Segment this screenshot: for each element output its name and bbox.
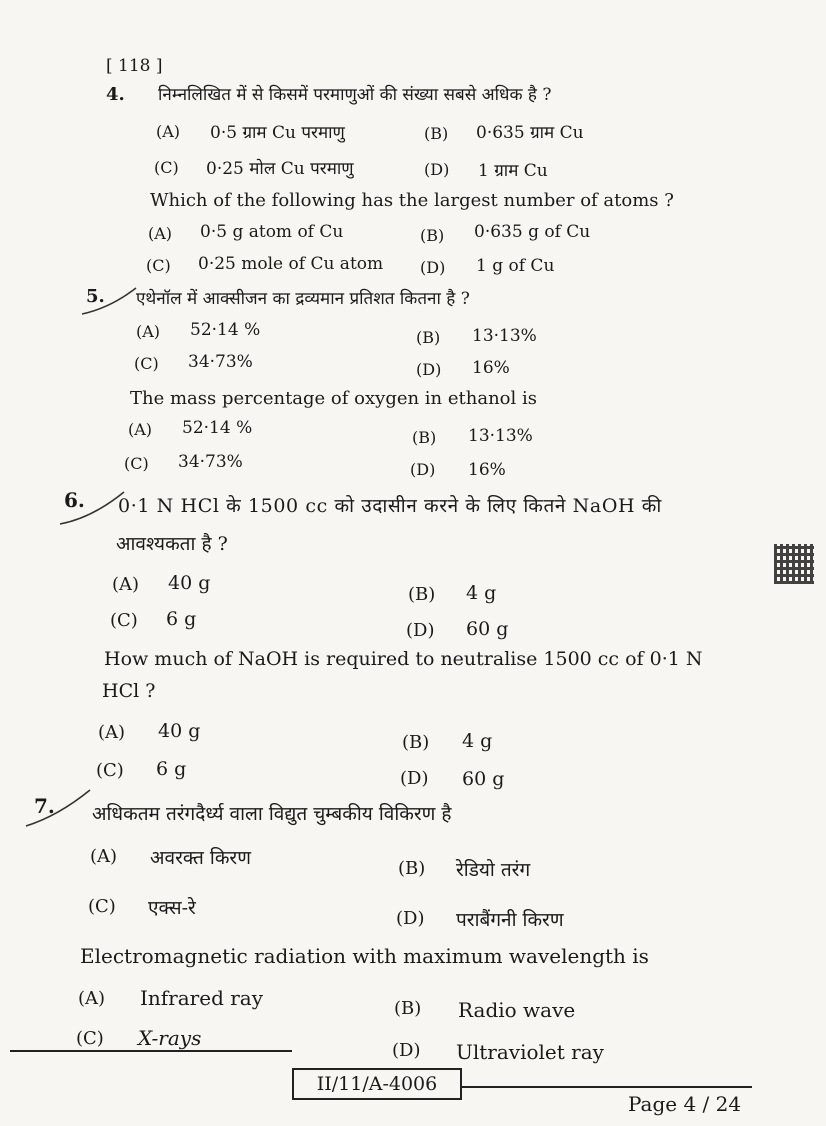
q4-hindi-option-a-letter: (A) bbox=[156, 122, 181, 141]
page-marker: [ 118 ] bbox=[106, 56, 163, 76]
q4-english-option-c-text: 0·25 mole of Cu atom bbox=[198, 254, 384, 274]
q6-hindi-option-c-text: 6 g bbox=[166, 608, 197, 630]
question-5-hindi-text: एथेनॉल में आक्सीजन का द्रव्यमान प्रतिशत कितना है ? bbox=[136, 289, 470, 309]
q7-english-option-c-text: X-rays bbox=[138, 1026, 202, 1050]
q6-hindi-option-c-letter: (C) bbox=[110, 610, 138, 631]
q6-hindi-option-b-letter: (B) bbox=[408, 584, 436, 605]
q4-hindi-option-d-text: 1 ग्राम Cu bbox=[478, 161, 548, 181]
q7-english-option-d-text: Ultraviolet ray bbox=[456, 1040, 604, 1064]
question-7-number: 7. bbox=[34, 794, 55, 818]
page-number: Page 4 / 24 bbox=[628, 1092, 742, 1116]
q7-english-option-a-letter: (A) bbox=[78, 988, 106, 1009]
q4-hindi-option-d-letter: (D) bbox=[424, 160, 450, 179]
q4-english-option-d-letter: (D) bbox=[420, 258, 446, 277]
q7-hindi-option-a-letter: (A) bbox=[90, 846, 118, 867]
q7-hindi-option-a-text: अवरक्त किरण bbox=[150, 847, 251, 869]
q6-english-option-b-letter: (B) bbox=[402, 732, 430, 753]
question-4-hindi-text: निम्नलिखित में से किसमें परमाणुओं की संख्या सबसे अधिक है ? bbox=[158, 85, 552, 105]
paper-code: II/11/A-4006 bbox=[292, 1068, 462, 1100]
q5-english-option-b-text: 13·13% bbox=[468, 426, 533, 446]
q7-hindi-option-c-letter: (C) bbox=[88, 896, 116, 917]
q5-hindi-option-d-letter: (D) bbox=[416, 360, 442, 379]
q7-hindi-option-d-letter: (D) bbox=[396, 908, 425, 929]
q5-english-option-c-text: 34·73% bbox=[178, 452, 243, 472]
q7-tick-mark-icon bbox=[24, 786, 94, 830]
q7-hindi-option-b-text: रेडियो तरंग bbox=[456, 859, 531, 881]
q4-hindi-option-b-letter: (B) bbox=[424, 124, 449, 143]
q5-english-option-b-letter: (B) bbox=[412, 428, 437, 447]
q4-hindi-option-c-text: 0·25 मोल Cu परमाणु bbox=[206, 159, 354, 179]
question-6-hindi-line1: 0·1 N HCl के 1500 cc को उदासीन करने के लिए कितने NaOH की bbox=[118, 495, 662, 517]
question-6-english-line2: HCl ? bbox=[102, 680, 156, 702]
q5-english-option-a-letter: (A) bbox=[128, 420, 153, 439]
question-7-english-text: Electromagnetic radiation with maximum wavelength is bbox=[80, 944, 649, 968]
question-6-hindi-line2: आवश्यकता है ? bbox=[116, 533, 228, 555]
q5-hindi-option-a-letter: (A) bbox=[136, 322, 161, 341]
q4-hindi-option-c-letter: (C) bbox=[154, 158, 179, 177]
q4-english-option-b-text: 0·635 g of Cu bbox=[474, 222, 591, 242]
question-5-english-text: The mass percentage of oxygen in ethanol is bbox=[130, 388, 537, 409]
q6-hindi-option-d-letter: (D) bbox=[406, 620, 435, 641]
q6-english-option-c-text: 6 g bbox=[156, 758, 187, 780]
q7-english-option-b-text: Radio wave bbox=[458, 998, 576, 1022]
q6-english-option-b-text: 4 g bbox=[462, 730, 493, 752]
q5-tick-mark-icon bbox=[80, 284, 140, 318]
q4-english-option-d-text: 1 g of Cu bbox=[476, 256, 555, 276]
q6-english-option-d-letter: (D) bbox=[400, 768, 429, 789]
q5-english-option-a-text: 52·14 % bbox=[182, 418, 253, 438]
q6-english-option-d-text: 60 g bbox=[462, 768, 505, 790]
q7-english-option-d-letter: (D) bbox=[392, 1040, 421, 1061]
q4-english-option-b-letter: (B) bbox=[420, 226, 445, 245]
q5-hindi-option-b-text: 13·13% bbox=[472, 326, 537, 346]
q7-hindi-option-b-letter: (B) bbox=[398, 858, 426, 879]
q5-hindi-option-d-text: 16% bbox=[472, 358, 510, 378]
q7-hindi-option-c-text: एक्स-रे bbox=[148, 897, 196, 919]
question-5-number: 5. bbox=[86, 286, 105, 307]
q4-english-option-c-letter: (C) bbox=[146, 256, 171, 275]
qr-code-icon bbox=[774, 544, 814, 584]
q5-hindi-option-b-letter: (B) bbox=[416, 328, 441, 347]
q7-hindi-option-d-text: पराबैंगनी किरण bbox=[456, 909, 564, 931]
q6-english-option-a-text: 40 g bbox=[158, 720, 201, 742]
question-4-english-text: Which of the following has the largest number of atoms ? bbox=[150, 190, 674, 211]
q5-hindi-option-a-text: 52·14 % bbox=[190, 320, 261, 340]
footer-rule-right bbox=[462, 1086, 752, 1088]
q7-english-option-a-text: Infrared ray bbox=[140, 986, 264, 1010]
q7-english-option-c-letter: (C) bbox=[76, 1028, 104, 1049]
q5-hindi-option-c-text: 34·73% bbox=[188, 352, 253, 372]
q6-hindi-option-d-text: 60 g bbox=[466, 618, 509, 640]
q6-english-option-c-letter: (C) bbox=[96, 760, 124, 781]
q4-english-option-a-letter: (A) bbox=[148, 224, 173, 243]
question-4-number: 4. bbox=[106, 84, 125, 105]
q5-english-option-d-letter: (D) bbox=[410, 460, 436, 479]
q5-english-option-d-text: 16% bbox=[468, 460, 506, 480]
q5-english-option-c-letter: (C) bbox=[124, 454, 149, 473]
q4-english-option-a-text: 0·5 g atom of Cu bbox=[200, 222, 344, 242]
q6-hindi-option-a-letter: (A) bbox=[112, 574, 140, 595]
q6-hindi-option-a-text: 40 g bbox=[168, 572, 211, 594]
q5-hindi-option-c-letter: (C) bbox=[134, 354, 159, 373]
footer-rule-left bbox=[10, 1050, 292, 1052]
q4-hindi-option-b-text: 0·635 ग्राम Cu bbox=[476, 123, 584, 143]
question-7-hindi-text: अधिकतम तरंगदैर्ध्य वाला विद्युत चुम्बकीय विकिरण है bbox=[92, 803, 452, 825]
q4-hindi-option-a-text: 0·5 ग्राम Cu परमाणु bbox=[210, 123, 345, 143]
q7-english-option-b-letter: (B) bbox=[394, 998, 422, 1019]
question-6-number: 6. bbox=[64, 488, 85, 512]
q6-english-option-a-letter: (A) bbox=[98, 722, 126, 743]
question-6-english-line1: How much of NaOH is required to neutralise 1500 cc of 0·1 N bbox=[104, 648, 703, 670]
q6-hindi-option-b-text: 4 g bbox=[466, 582, 497, 604]
